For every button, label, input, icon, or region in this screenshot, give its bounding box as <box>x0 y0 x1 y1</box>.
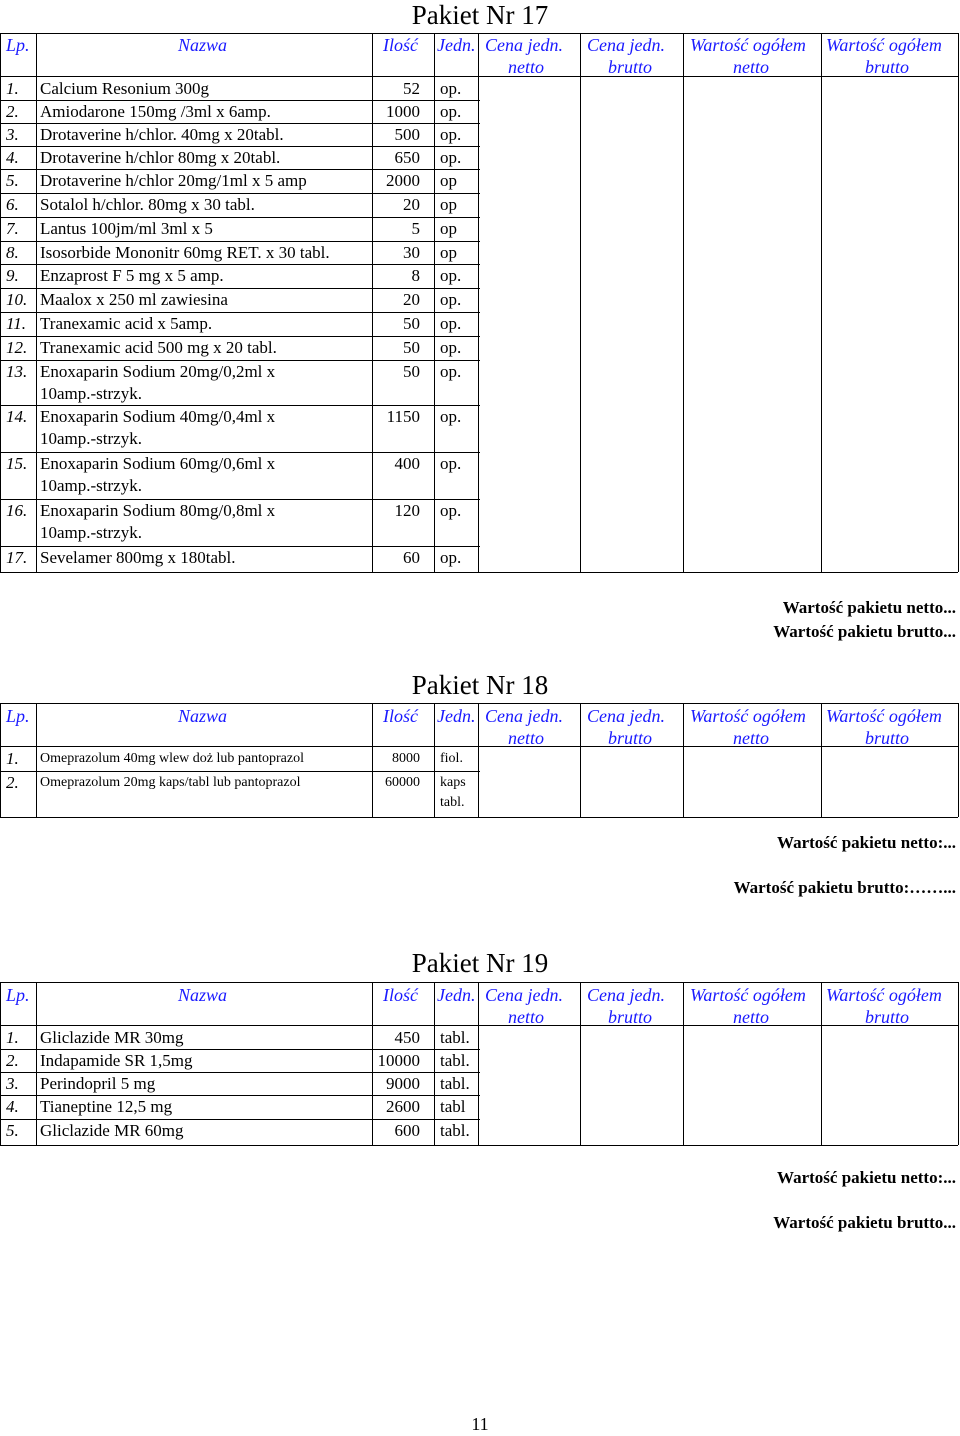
row-lp: 2. <box>6 102 19 121</box>
p17-row-border <box>0 288 480 289</box>
header-jedn: Jedn. <box>437 706 476 726</box>
row-lp: 5. <box>6 1121 19 1140</box>
row-lp: 6. <box>6 195 19 214</box>
p17-column-border <box>958 33 959 572</box>
row-quantity: 9000 <box>386 1074 420 1093</box>
p17-row-border <box>0 100 480 101</box>
row-quantity: 120 <box>394 501 420 520</box>
row-name: Sotalol h/chlor. 80mg x 30 tabl. <box>40 195 255 214</box>
header-wartosc-brutto-2: brutto <box>865 728 910 748</box>
pakiet-18-total-netto: Wartość pakietu netto:... <box>777 833 956 852</box>
row-unit: tabl. <box>440 1028 470 1047</box>
p17-row-border <box>0 193 480 194</box>
row-name-cont: 10amp.-strzyk. <box>40 429 142 448</box>
row-name-cont: 10amp.-strzyk. <box>40 384 142 403</box>
row-name: Tranexamic acid x 5amp. <box>40 314 213 333</box>
row-quantity: 20 <box>403 195 420 214</box>
header-cena-netto: Cena jedn. <box>485 706 563 726</box>
row-name: Maalox x 250 ml zawiesina <box>40 290 228 309</box>
row-quantity: 50 <box>403 338 420 357</box>
row-unit: op. <box>440 501 462 520</box>
row-lp: 17. <box>6 548 28 567</box>
row-lp: 13. <box>6 362 28 381</box>
row-name: Drotaverine h/chlor 80mg x 20tabl. <box>40 148 281 167</box>
p17-column-border <box>434 33 435 572</box>
row-quantity: 60000 <box>385 775 420 790</box>
row-quantity: 5 <box>411 219 420 238</box>
row-unit: op <box>440 195 457 214</box>
row-lp: 1. <box>6 749 19 768</box>
header-cena-netto-2: netto <box>508 1007 544 1027</box>
row-lp: 15. <box>6 454 28 473</box>
row-unit: op <box>440 171 457 190</box>
p19-column-border <box>372 982 373 1145</box>
p19-column-border <box>434 982 435 1145</box>
row-unit: op. <box>440 125 462 144</box>
header-jedn: Jedn. <box>437 985 476 1005</box>
row-name: Tranexamic acid 500 mg x 20 tabl. <box>40 338 277 357</box>
row-name: Enoxaparin Sodium 60mg/0,6ml x <box>40 454 276 473</box>
p17-row-border <box>0 546 480 547</box>
row-lp: 2. <box>6 1051 19 1070</box>
row-name-cont: 10amp.-strzyk. <box>40 523 142 542</box>
row-quantity: 450 <box>394 1028 420 1047</box>
row-unit: op. <box>440 314 462 333</box>
header-ilosc: Ilość <box>383 985 418 1005</box>
row-lp: 8. <box>6 243 19 262</box>
row-quantity: 2600 <box>386 1097 420 1116</box>
p17-top-border <box>0 33 958 34</box>
row-lp: 3. <box>6 1074 19 1093</box>
p18-column-border <box>958 703 959 817</box>
row-quantity: 400 <box>394 454 420 473</box>
row-name: Enzaprost F 5 mg x 5 amp. <box>40 266 224 285</box>
header-cena-netto: Cena jedn. <box>485 985 563 1005</box>
p17-row-border <box>0 452 480 453</box>
p17-header-border <box>0 76 958 77</box>
row-lp: 9. <box>6 266 19 285</box>
header-cena-netto-2: netto <box>508 57 544 77</box>
p17-row-border <box>0 146 480 147</box>
header-wartosc-brutto-2: brutto <box>865 1007 910 1027</box>
header-wartosc-brutto-2: brutto <box>865 57 910 77</box>
row-name: Omeprazolum 40mg wlew doż lub pantoprazol <box>40 751 304 766</box>
row-unit: op. <box>440 79 462 98</box>
row-unit: op. <box>440 102 462 121</box>
header-wartosc-brutto: Wartość ogółem <box>826 35 942 55</box>
row-quantity: 650 <box>394 148 420 167</box>
row-quantity: 1150 <box>386 407 420 426</box>
row-lp: 4. <box>6 148 19 167</box>
header-wartosc-netto: Wartość ogółem <box>690 985 806 1005</box>
row-unit: tabl. <box>440 1074 470 1093</box>
header-wartosc-netto-2: netto <box>733 57 769 77</box>
p19-row-border <box>0 1119 480 1120</box>
p18-column-border <box>36 703 37 817</box>
p18-column-border <box>372 703 373 817</box>
p18-row-border <box>0 771 480 772</box>
row-lp: 4. <box>6 1097 19 1116</box>
p19-column-border <box>683 982 684 1145</box>
p17-column-border <box>821 33 822 572</box>
row-quantity: 8 <box>411 266 420 285</box>
row-lp: 1. <box>6 1028 19 1047</box>
row-lp: 2. <box>6 773 19 792</box>
row-unit: op. <box>440 407 462 426</box>
p19-column-border <box>478 982 479 1145</box>
row-name: Calcium Resonium 300g <box>40 79 210 98</box>
row-unit: op. <box>440 148 462 167</box>
row-name: Tianeptine 12,5 mg <box>40 1097 173 1116</box>
row-lp: 7. <box>6 219 19 238</box>
row-unit: op <box>440 219 457 238</box>
row-unit: op. <box>440 362 462 381</box>
row-quantity: 60 <box>403 548 420 567</box>
row-name-cont: 10amp.-strzyk. <box>40 476 142 495</box>
row-name: Omeprazolum 20mg kaps/tabl lub pantoprazol <box>40 775 301 790</box>
row-name: Enoxaparin Sodium 20mg/0,2ml x <box>40 362 276 381</box>
p17-column-border <box>0 33 1 572</box>
pakiet-19-title: Pakiet Nr 19 <box>411 948 549 978</box>
row-lp: 10. <box>6 290 28 309</box>
row-name: Drotaverine h/chlor. 40mg x 20tabl. <box>40 125 284 144</box>
p18-header-border <box>0 746 958 747</box>
header-ilosc: Ilość <box>383 35 418 55</box>
p17-column-border <box>36 33 37 572</box>
header-cena-brutto-2: brutto <box>608 57 653 77</box>
p17-row-border <box>0 217 480 218</box>
header-wartosc-netto: Wartość ogółem <box>690 706 806 726</box>
row-name: Isosorbide Mononitr 60mg RET. x 30 tabl. <box>40 243 330 262</box>
row-lp: 1. <box>6 79 19 98</box>
p17-row-border <box>0 360 480 361</box>
row-quantity: 500 <box>394 125 420 144</box>
header-lp: Lp. <box>6 985 30 1005</box>
row-unit: tabl. <box>440 1051 470 1070</box>
header-wartosc-netto: Wartość ogółem <box>690 35 806 55</box>
row-quantity: 50 <box>403 362 420 381</box>
header-nazwa: Nazwa <box>178 35 228 55</box>
row-name: Gliclazide MR 60mg <box>40 1121 184 1140</box>
pakiet-18-title: Pakiet Nr 18 <box>411 670 549 700</box>
header-nazwa: Nazwa <box>178 706 228 726</box>
row-name: Enoxaparin Sodium 40mg/0,4ml x <box>40 407 276 426</box>
p17-row-border <box>0 264 480 265</box>
p18-column-border <box>478 703 479 817</box>
header-wartosc-brutto: Wartość ogółem <box>826 985 942 1005</box>
p19-header-border <box>0 1025 958 1026</box>
row-name: Lantus 100jm/ml 3ml x 5 <box>40 219 213 238</box>
row-lp: 14. <box>6 407 28 426</box>
p19-row-border <box>0 1095 480 1096</box>
header-wartosc-netto-2: netto <box>733 728 769 748</box>
pakiet-17-total-brutto: Wartość pakietu brutto... <box>773 622 956 641</box>
row-unit: tabl. <box>440 1121 470 1140</box>
row-lp: 3. <box>6 125 19 144</box>
header-ilosc: Ilość <box>383 706 418 726</box>
row-unit: op. <box>440 290 462 309</box>
row-name: Enoxaparin Sodium 80mg/0,8ml x <box>40 501 276 520</box>
header-lp: Lp. <box>6 706 30 726</box>
p18-column-border <box>683 703 684 817</box>
p17-row-border <box>0 405 480 406</box>
p18-bottom-border <box>0 817 958 818</box>
pakiet-17-title: Pakiet Nr 17 <box>411 0 549 30</box>
row-name: Perindopril 5 mg <box>40 1074 156 1093</box>
p17-row-border <box>0 241 480 242</box>
row-quantity: 10000 <box>377 1051 420 1070</box>
row-lp: 12. <box>6 338 28 357</box>
row-quantity: 52 <box>403 79 420 98</box>
row-lp: 11. <box>6 314 26 333</box>
row-unit: op. <box>440 266 462 285</box>
p19-top-border <box>0 982 958 983</box>
header-cena-netto: Cena jedn. <box>485 35 563 55</box>
p17-row-border <box>0 336 480 337</box>
row-quantity: 600 <box>394 1121 420 1140</box>
row-quantity: 2000 <box>386 171 420 190</box>
header-cena-brutto-2: brutto <box>608 1007 653 1027</box>
p19-row-border <box>0 1049 480 1050</box>
pakiet-18-total-brutto: Wartość pakietu brutto:……... <box>733 878 956 897</box>
p18-column-border <box>434 703 435 817</box>
header-cena-brutto: Cena jedn. <box>587 706 665 726</box>
p19-column-border <box>36 982 37 1145</box>
row-name: Indapamide SR 1,5mg <box>40 1051 193 1070</box>
row-unit: op <box>440 243 457 262</box>
p17-column-border <box>580 33 581 572</box>
p17-column-border <box>683 33 684 572</box>
row-quantity: 30 <box>403 243 420 262</box>
row-lp: 5. <box>6 171 19 190</box>
header-wartosc-netto-2: netto <box>733 1007 769 1027</box>
p18-top-border <box>0 703 958 704</box>
p19-column-border <box>0 982 1 1145</box>
p17-column-border <box>372 33 373 572</box>
p18-column-border <box>821 703 822 817</box>
row-lp: 16. <box>6 501 28 520</box>
row-name: Drotaverine h/chlor 20mg/1ml x 5 amp <box>40 171 307 190</box>
p17-bottom-border <box>0 572 958 573</box>
row-name: Gliclazide MR 30mg <box>40 1028 184 1047</box>
header-cena-brutto-2: brutto <box>608 728 653 748</box>
pakiet-17-total-netto: Wartość pakietu netto... <box>782 598 956 617</box>
p18-column-border <box>580 703 581 817</box>
header-cena-netto-2: netto <box>508 728 544 748</box>
header-wartosc-brutto: Wartość ogółem <box>826 706 942 726</box>
row-quantity: 8000 <box>392 751 420 766</box>
row-unit: op. <box>440 548 462 567</box>
row-name: Sevelamer 800mg x 180tabl. <box>40 548 236 567</box>
row-unit: op. <box>440 454 462 473</box>
p18-column-border <box>0 703 1 817</box>
row-unit: tabl <box>440 1097 466 1116</box>
row-unit: op. <box>440 338 462 357</box>
p19-column-border <box>958 982 959 1145</box>
header-cena-brutto: Cena jedn. <box>587 35 665 55</box>
p19-row-border <box>0 1072 480 1073</box>
header-jedn: Jedn. <box>437 35 476 55</box>
p19-column-border <box>580 982 581 1145</box>
p17-row-border <box>0 169 480 170</box>
row-unit: fiol. <box>440 751 463 766</box>
header-lp: Lp. <box>6 35 30 55</box>
p19-bottom-border <box>0 1145 958 1146</box>
header-cena-brutto: Cena jedn. <box>587 985 665 1005</box>
pakiet-19-total-netto: Wartość pakietu netto:... <box>777 1168 956 1187</box>
page-number: 11 <box>471 1414 489 1434</box>
row-quantity: 20 <box>403 290 420 309</box>
row-unit: kaps <box>440 775 466 790</box>
p17-row-border <box>0 123 480 124</box>
p17-row-border <box>0 499 480 500</box>
pakiet-19-total-brutto: Wartość pakietu brutto... <box>773 1213 956 1232</box>
row-quantity: 1000 <box>386 102 420 121</box>
p19-column-border <box>821 982 822 1145</box>
p17-row-border <box>0 312 480 313</box>
header-nazwa: Nazwa <box>178 985 228 1005</box>
row-quantity: 50 <box>403 314 420 333</box>
row-unit-cont: tabl. <box>440 795 465 810</box>
row-name: Amiodarone 150mg /3ml x 6amp. <box>40 102 271 121</box>
p17-column-border <box>478 33 479 572</box>
